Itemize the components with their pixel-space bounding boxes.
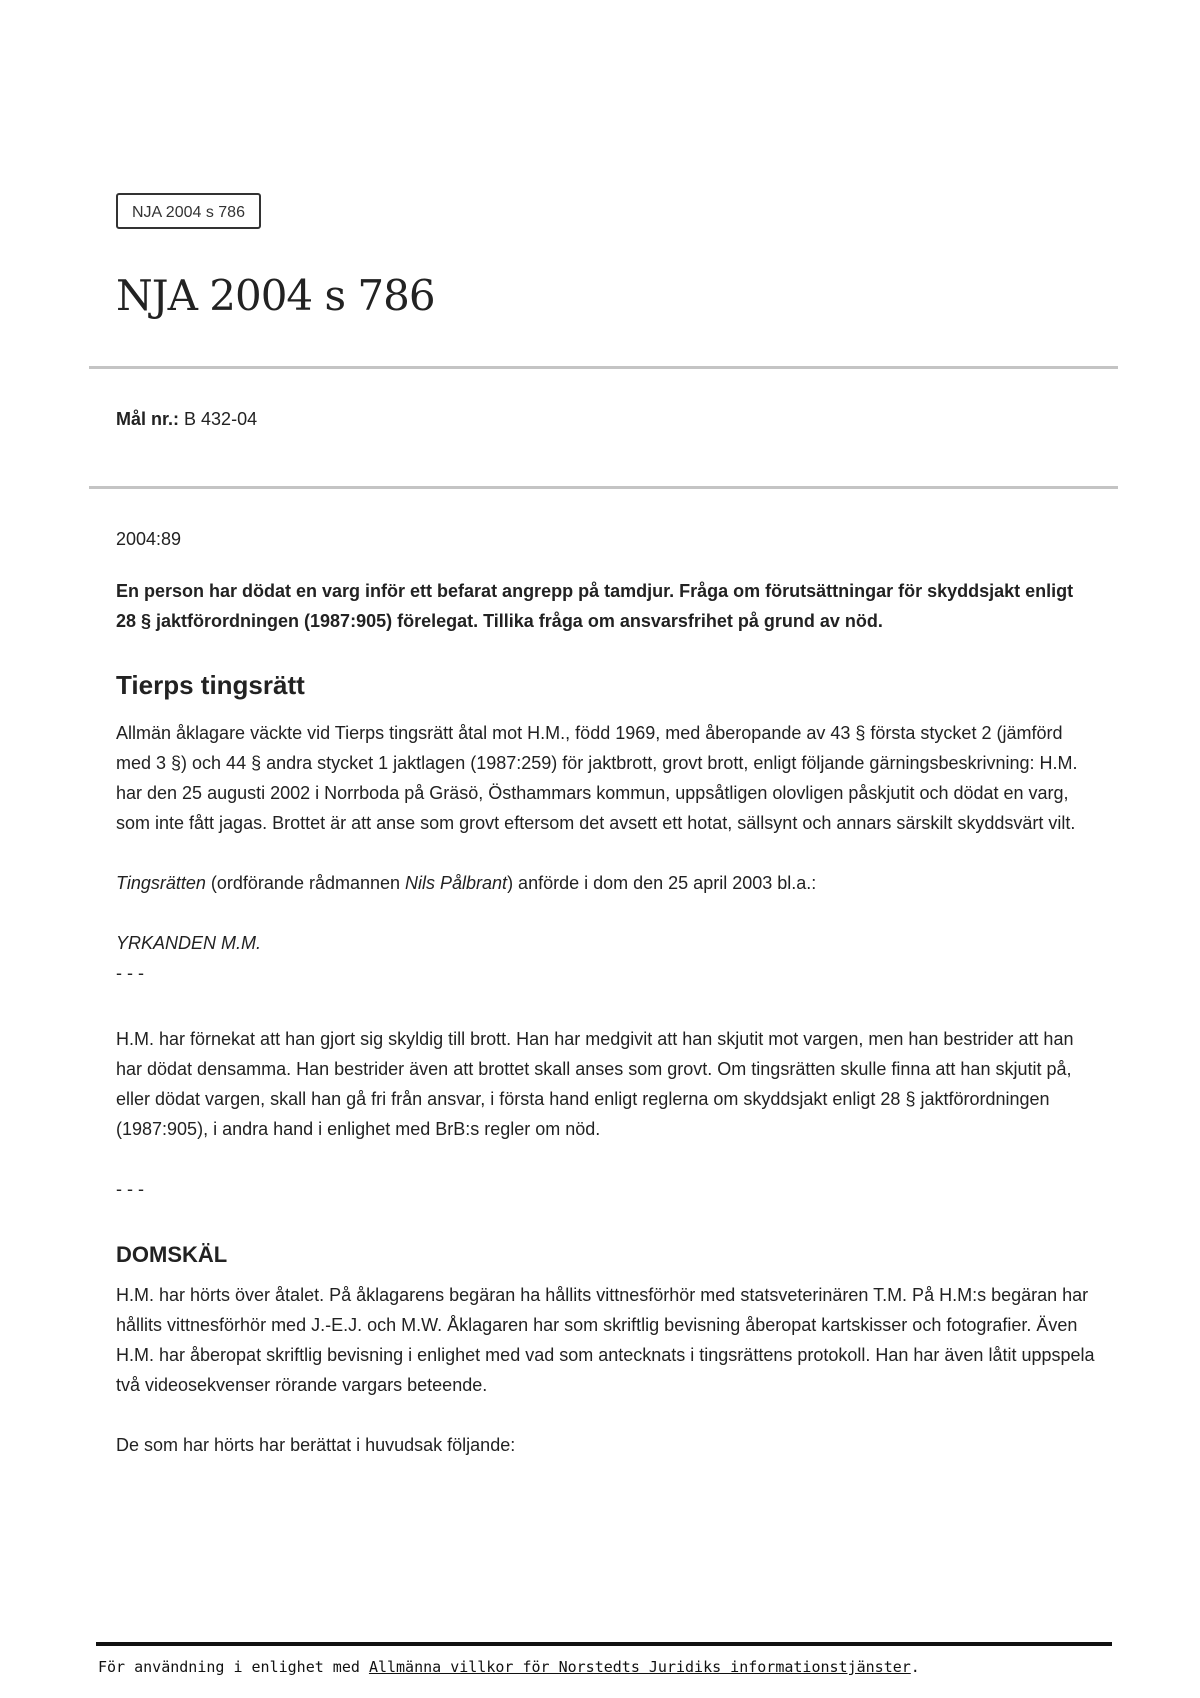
document-body	[116, 524, 1096, 1460]
paragraph-reasons: H.M. har hörts över åtalet. På åklagarens begäran ha hållits vittnesförhör med statsveterinären T.M. På H.M:s begäran har hållits vittnesförhör med J.-E.J. och M.W. Åklagaren har som skriftlig bevisning åberopat kartskisser och fotografier. Även H.M. har åberopat skriftlig bevisning i enlighet med vad som antecknats i tingsrättens protokoll. Han har även låtit uppspela två videosekvenser rörande vargars beteende.	[116, 1285, 1095, 1395]
court-intro	[116, 868, 1096, 898]
document-badge: NJA 2004 s 786	[116, 193, 261, 229]
paragraph-defense: H.M. har förnekat att han gjort sig skyldig till brott. Han har medgivit att han skjutit mot vargen, men han bestrider att han har dödat densamma. Han bestrider även att brottet skall anses som grovt. Om tingsrätten skulle finna att han skjutit på, eller dödat vargen, skall han gå fri från ansvar, i första hand enligt reglerna om skyddsjakt enligt 28 § jaktförordningen (1987:905), i andra hand i enlighet med BrB:s regler om nöd.	[116, 1029, 1074, 1139]
section-separator: - - -	[116, 963, 144, 983]
divider	[89, 366, 1118, 369]
paragraph-heard: De som har hörts har berättat i huvudsak följande:	[116, 1435, 516, 1455]
terms-link[interactable]: Allmänna villkor för Norstedts Juridiks informationstjänster	[368, 1658, 911, 1676]
footer-divider	[96, 1642, 1112, 1646]
case-number-value: B 432-04	[184, 409, 258, 429]
case-number-label: Mål nr.:	[116, 409, 180, 429]
reasons-heading: DOMSKÄL	[116, 1242, 228, 1267]
case-number	[116, 406, 257, 432]
divider	[89, 486, 1118, 489]
page-title: NJA 2004 s 786	[116, 271, 435, 320]
court-intro-text-1: (ordförande rådmannen	[205, 873, 406, 893]
court-name: Tingsrätten	[116, 873, 206, 893]
footer-suffix: .	[910, 1658, 920, 1676]
reference-number: 2004:89	[116, 529, 182, 549]
footer	[98, 1656, 920, 1678]
court-heading: Tierps tingsrätt	[116, 670, 305, 700]
paragraph-charge: Allmän åklagare väckte vid Tierps tingsrätt åtal mot H.M., född 1969, med åberopande av 43 § första stycket 2 (jämförd med 3 §) och 44 § andra stycket 1 jaktlagen (1987:259) för jaktbrott, grovt brott, enligt följande gärningsbeskrivning: H.M. har den 25 augusti 2002 i Norrboda på Gräsö, Östhammars kommun, uppsåtligen olovligen påskjutit och dödat en varg, som inte fått jagas. Brottet är att anse som grovt eftersom det avsett ett hotat, sällsynt och annars särskilt skyddsvärt vilt.	[116, 723, 1078, 833]
court-intro-text-2: ) anförde i dom den 25 april 2003 bl.a.:	[507, 873, 817, 893]
claims-heading: YRKANDEN M.M.	[116, 933, 262, 953]
case-summary: En person har dödat en varg inför ett befarat angrepp på tamdjur. Fråga om förutsättningar för skyddsjakt enligt 28 § jaktförordningen (1987:905) förelegat. Tillika fråga om ansvarsfrihet på grund av nöd.	[116, 581, 1074, 631]
judge-name: Nils Pålbrant	[405, 873, 508, 893]
footer-prefix: För användning i enlighet med	[98, 1658, 369, 1676]
section-separator: - - -	[116, 1179, 144, 1199]
